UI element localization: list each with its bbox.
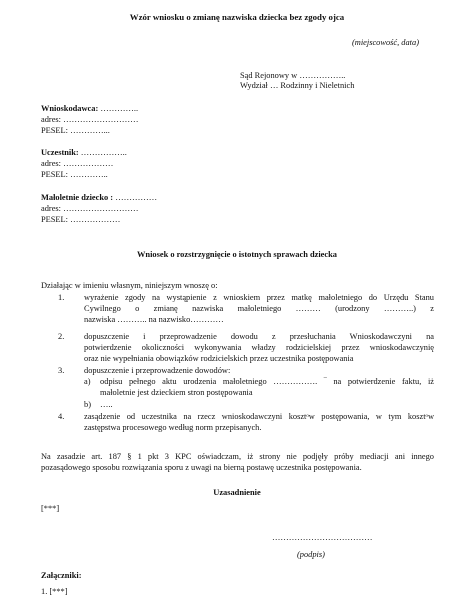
justification-heading: Uzasadnienie — [213, 488, 261, 497]
item-4-line-2: zastępstwa procesowego według norm przepisanych. — [84, 423, 262, 432]
subitem-letter-a: a) — [84, 377, 91, 386]
item-2-line-3: oraz nie wypełniania obowiązków rodzicielskich przez uczestnika postępowania — [84, 354, 354, 363]
child-name-dots: …………… — [113, 193, 158, 202]
participant-address: adres: ……………… — [41, 159, 114, 168]
participant-heading: Uczestnik: — [41, 148, 79, 157]
mediation-statement-line-1: Na zasadzie art. 187 § 1 pkt 3 KPC oświadczam, iż strony nie podjęły próby mediacji ani innego — [41, 452, 434, 461]
signature-line: ……………………………… — [272, 533, 373, 542]
item-2-line-2: potwierdzenie okoliczności wykonywania władzy rodzicielskiej przez wnioskodawczynię — [84, 343, 434, 352]
motion-title: Wniosek o rozstrzygnięcie o istotnych sprawach dziecka — [137, 250, 337, 259]
child-address: adres: ……………………… — [41, 204, 139, 213]
participant-pesel: PESEL: ………….. — [41, 170, 108, 179]
child-pesel: PESEL: ……………… — [41, 215, 121, 224]
applicant-heading: Wnioskodawca: — [41, 104, 99, 113]
mediation-statement-line-2: pozasądowego sposobu rozwiązania sporu z uwagi na bierną postawę uczestnika postępowania. — [41, 463, 362, 472]
place-date-label: (miejscowość, data) — [352, 38, 419, 47]
item-1-line-2: Cywilnego o zmianę nazwiska małoletniego ……… (urodzony ………..) z — [84, 304, 434, 313]
document-title: Wzór wniosku o zmianę nazwiska dziecka bez zgody ojca — [129, 12, 345, 22]
signature-label: (podpis) — [297, 550, 325, 559]
child-heading: Małoletnie dziecko : — [41, 193, 114, 202]
item-number-1: 1. — [58, 293, 65, 302]
applicant-block — [41, 103, 138, 114]
subitem-b-line-1: ….. — [100, 400, 113, 409]
item-1-line-1: wyrażenie zgody na wystąpienie z wnioskiem przez matkę małoletniego do Urzędu Stanu — [84, 293, 434, 302]
subitem-a-line-1: odpisu pełnego aktu urodzenia małoletniego ……………. ‾ na potwierdzenie faktu, iż — [100, 377, 434, 386]
court-division: Wydział … Rodzinny i Nieletnich — [240, 81, 355, 90]
item-3-line-1: dopuszczenie i przeprowadzenie dowodów: — [84, 366, 231, 375]
applicant-address: adres: ……………………… — [41, 115, 139, 124]
attachment-item-1: 1. [***] — [41, 587, 68, 596]
item-number-2: 2. — [58, 332, 65, 341]
item-number-4: 4. — [58, 412, 65, 421]
item-1-line-3: nazwiska ……….. na nazwisko………… — [84, 315, 224, 324]
applicant-name-dots: ………….. — [98, 104, 139, 113]
item-number-3: 3. — [58, 366, 65, 375]
subitem-a-line-2: małoletnie jest dzieckiem stron postępowania — [100, 388, 253, 397]
item-2-line-1: dopuszczenie i przeprowadzenie dowodu z przesłuchania Wnioskodawczyni na — [84, 332, 434, 341]
participant-name-dots: …………….. — [78, 148, 127, 157]
item-4-line-1: zasądzenie od uczestnika na rzecz wnioskodawczyni kosztᵒw postępowania, w tym kosztᵒw — [84, 412, 434, 421]
subitem-letter-b: b) — [84, 400, 91, 409]
justification-body: [***] — [41, 504, 60, 513]
child-block — [41, 192, 157, 203]
attachments-heading: Załączniki: — [41, 571, 82, 580]
intro-text: Działając w imieniu własnym, niniejszym wnoszę o: — [41, 281, 218, 290]
applicant-pesel: PESEL: …………... — [41, 126, 110, 135]
participant-block — [41, 147, 127, 158]
court-name: Sąd Rejonowy w …………….. — [240, 71, 346, 80]
